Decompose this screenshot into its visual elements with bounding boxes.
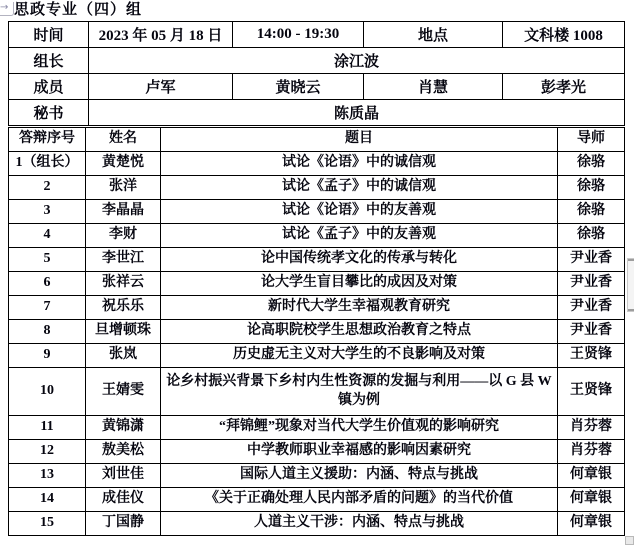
order-cell: 4 <box>9 224 86 248</box>
place-label: 地点 <box>364 22 503 48</box>
defense-row <box>9 488 625 512</box>
thesis-title-cell: 中学教师职业幸福感的影响因素研究 <box>161 440 558 464</box>
student-name-cell: 黄楚悦 <box>86 152 161 176</box>
advisor-cell: 何章银 <box>558 464 625 488</box>
order-cell: 2 <box>9 176 86 200</box>
session-info-table <box>8 21 625 126</box>
header-order: 答辩序号 <box>9 128 86 152</box>
scrollbar-button[interactable] <box>625 536 634 545</box>
advisor-cell: 徐骆 <box>558 224 625 248</box>
order-cell: 5 <box>9 248 86 272</box>
defense-row <box>9 368 625 416</box>
thesis-title-cell: 试论《论语》中的诚信观 <box>161 152 558 176</box>
student-name-cell: 旦增顿珠 <box>86 320 161 344</box>
thesis-title-cell: 《关于正确处理人民内部矛盾的问题》的当代价值 <box>161 488 558 512</box>
student-name-cell: 丁国静 <box>86 512 161 536</box>
page-title: 思政专业（四）组 <box>14 2 143 18</box>
defense-row <box>9 440 625 464</box>
thesis-title-cell: 新时代大学生幸福观教育研究 <box>161 296 558 320</box>
defense-row <box>9 224 625 248</box>
defense-row <box>9 320 625 344</box>
secretary-label: 秘书 <box>9 100 89 126</box>
thesis-title-cell: 论大学生盲目攀比的成因及对策 <box>161 272 558 296</box>
date-value: 2023 年 05 月 18 日 <box>89 22 233 48</box>
order-cell: 15 <box>9 512 86 536</box>
order-cell: 8 <box>9 320 86 344</box>
member-name: 肖慧 <box>364 74 503 100</box>
defense-schedule-table <box>8 127 625 536</box>
thesis-title-cell: 试论《论语》中的友善观 <box>161 200 558 224</box>
student-name-cell: 成佳仪 <box>86 488 161 512</box>
advisor-cell: 徐骆 <box>558 176 625 200</box>
thesis-title-cell: 论乡村振兴背景下乡村内生性资源的发掘与利用——以 G 县 W 镇为例 <box>161 368 558 416</box>
order-cell: 12 <box>9 440 86 464</box>
advisor-cell: 肖芬蓉 <box>558 440 625 464</box>
advisor-cell: 肖芬蓉 <box>558 416 625 440</box>
thesis-title-cell: “拜锦鲤”现象对当代大学生价值观的影响研究 <box>161 416 558 440</box>
student-name-cell: 李世江 <box>86 248 161 272</box>
scrollbar-track[interactable] <box>627 0 634 545</box>
info-row-members <box>9 74 625 100</box>
order-cell: 10 <box>9 368 86 416</box>
members-label: 成员 <box>9 74 89 100</box>
student-name-cell: 敖美松 <box>86 440 161 464</box>
order-cell: 6 <box>9 272 86 296</box>
scrollbar-thumb[interactable] <box>627 258 634 312</box>
time-label: 时间 <box>9 22 89 48</box>
header-title: 题目 <box>161 128 558 152</box>
advisor-cell: 王贤锋 <box>558 344 625 368</box>
header-name: 姓名 <box>86 128 161 152</box>
defense-row <box>9 512 625 536</box>
paragraph-arrow-icon: → <box>0 2 14 16</box>
defense-row <box>9 344 625 368</box>
order-cell: 14 <box>9 488 86 512</box>
advisor-cell: 尹业香 <box>558 320 625 344</box>
defense-row <box>9 152 625 176</box>
defense-row <box>9 296 625 320</box>
order-cell: 11 <box>9 416 86 440</box>
defense-row <box>9 272 625 296</box>
student-name-cell: 张岚 <box>86 344 161 368</box>
member-name: 卢军 <box>89 74 233 100</box>
leader-label: 组长 <box>9 48 89 74</box>
student-name-cell: 张祥云 <box>86 272 161 296</box>
defense-row <box>9 176 625 200</box>
defense-header-row <box>9 128 625 152</box>
advisor-cell: 徐骆 <box>558 200 625 224</box>
advisor-cell: 何章银 <box>558 512 625 536</box>
student-name-cell: 李晶晶 <box>86 200 161 224</box>
thesis-title-cell: 试论《孟子》中的诚信观 <box>161 176 558 200</box>
advisor-cell: 徐骆 <box>558 152 625 176</box>
order-cell: 13 <box>9 464 86 488</box>
place-value: 文科楼 1008 <box>503 22 625 48</box>
time-range-value: 14:00 - 19:30 <box>233 22 364 48</box>
student-name-cell: 黄锦潇 <box>86 416 161 440</box>
leader-value: 涂江波 <box>89 48 625 74</box>
header-advisor: 导师 <box>558 128 625 152</box>
student-name-cell: 李财 <box>86 224 161 248</box>
defense-row <box>9 464 625 488</box>
info-row-time <box>9 22 625 48</box>
thesis-title-cell: 论中国传统孝文化的传承与转化 <box>161 248 558 272</box>
student-name-cell: 祝乐乐 <box>86 296 161 320</box>
thesis-title-cell: 国际人道主义援助：内涵、特点与挑战 <box>161 464 558 488</box>
advisor-cell: 尹业香 <box>558 272 625 296</box>
order-cell: 1（组长） <box>9 152 86 176</box>
order-cell: 9 <box>9 344 86 368</box>
student-name-cell: 刘世佳 <box>86 464 161 488</box>
member-name: 彭孝光 <box>503 74 625 100</box>
order-cell: 3 <box>9 200 86 224</box>
info-row-secretary <box>9 100 625 126</box>
defense-table-body <box>9 128 625 536</box>
defense-row <box>9 200 625 224</box>
member-name: 黄晓云 <box>233 74 364 100</box>
thesis-title-cell: 人道主义干涉：内涵、特点与挑战 <box>161 512 558 536</box>
advisor-cell: 王贤锋 <box>558 368 625 416</box>
defense-row <box>9 416 625 440</box>
student-name-cell: 张洋 <box>86 176 161 200</box>
defense-row <box>9 248 625 272</box>
secretary-value: 陈质晶 <box>89 100 625 126</box>
thesis-title-cell: 论高职院校学生思想政治教育之特点 <box>161 320 558 344</box>
student-name-cell: 王婧雯 <box>86 368 161 416</box>
thesis-title-cell: 历史虚无主义对大学生的不良影响及对策 <box>161 344 558 368</box>
advisor-cell: 尹业香 <box>558 296 625 320</box>
info-row-leader <box>9 48 625 74</box>
thesis-title-cell: 试论《孟子》中的友善观 <box>161 224 558 248</box>
order-cell: 7 <box>9 296 86 320</box>
advisor-cell: 何章银 <box>558 488 625 512</box>
advisor-cell: 尹业香 <box>558 248 625 272</box>
